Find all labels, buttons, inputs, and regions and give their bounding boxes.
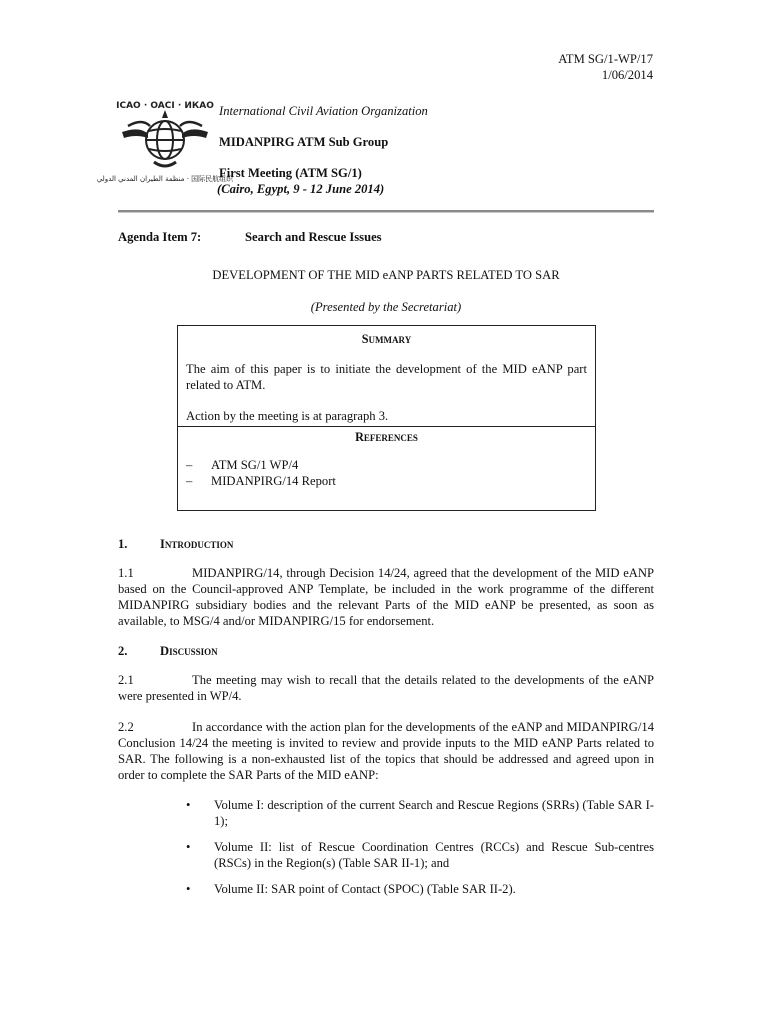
para-2-1 <box>118 672 654 704</box>
references-heading: References <box>355 430 418 444</box>
list-item: • Volume II: SAR point of Contact (SPOC) (Table SAR II-2). <box>186 882 516 896</box>
group-name: MIDANPIRG ATM Sub Group <box>219 135 389 149</box>
para-2-1-number: 2.1 <box>118 673 134 687</box>
doc-date: 1/06/2014 <box>601 68 653 82</box>
topics-list <box>186 797 654 897</box>
logo-bottom-text: منظمة الطيران المدني الدولي · 国际民航组织 <box>96 175 234 183</box>
para-1-1-text: MIDANPIRG/14, through Decision 14/24, agreed that the development of the MID eANP based on the Council-approved ANP Template, be included in the work programme of the different MIDANPIRG subsidiary bodies and the relevant Parts of the MID eANP be presented, as soon as available, to MSG/4 and/or MIDANPIRG/15 for endorsement. <box>118 566 654 628</box>
para-1-1 <box>118 565 654 629</box>
reference-item: – MIDANPIRG/14 Report <box>186 474 336 488</box>
meeting-venue: (Cairo, Egypt, 9 - 12 June 2014) <box>217 182 385 196</box>
para-2-1-text: The meeting may wish to recall that the details related to the developments of the eANP were presented in WP/4. <box>118 673 654 703</box>
references-list <box>186 457 587 489</box>
summary-action: Action by the meeting is at paragraph 3. <box>186 409 389 423</box>
summary-heading: Summary <box>361 332 412 346</box>
doc-reference <box>440 51 653 83</box>
para-2-2-text: In accordance with the action plan for the developments of the eANP and MIDANPIRG/14 Conclusion 14/24 the meeting is invited to review and provide inputs to the MID eANP Parts related to SAR. The following is a non-exhausted list of the topics that should be addressed and agreed upon in order to complete the SAR Parts of the MID eANP: <box>118 720 654 782</box>
reference-item: – ATM SG/1 WP/4 <box>186 458 299 472</box>
section-2-number: 2. <box>118 644 128 658</box>
section-2-title: Discussion <box>160 644 218 658</box>
org-name: International Civil Aviation Organization <box>219 104 428 118</box>
para-2-2-number: 2.2 <box>118 720 134 734</box>
summary-box <box>177 325 596 511</box>
header-rule <box>118 210 654 213</box>
agenda-title: Search and Rescue Issues <box>245 230 382 244</box>
agenda-label: Agenda Item 7: <box>118 230 202 244</box>
list-item: • Volume I: description of the current Search and Rescue Regions (SRRs) (Table SAR I-1); <box>186 798 654 828</box>
logo-top-text: ICAO · OACI · ИКАО <box>116 101 214 111</box>
para-2-2 <box>118 719 654 783</box>
section-1-title: Introduction <box>160 537 234 551</box>
box-separator <box>178 426 595 427</box>
section-1-number: 1. <box>118 537 128 551</box>
paper-title: DEVELOPMENT OF THE MID eANP PARTS RELATED TO SAR <box>212 268 560 282</box>
meeting-name: First Meeting (ATM SG/1) <box>219 166 362 180</box>
icao-logo <box>96 96 234 184</box>
doc-ref-number: ATM SG/1-WP/17 <box>558 52 653 66</box>
presented-by: (Presented by the Secretariat) <box>310 300 462 314</box>
para-1-1-number: 1.1 <box>118 566 134 580</box>
summary-text: The aim of this paper is to initiate the development of the MID eANP part related to ATM. <box>186 362 587 392</box>
list-item: • Volume II: list of Rescue Coordination Centres (RCCs) and Rescue Sub-centres (RSCs) in the Region(s) (Table SAR II-1); and <box>186 840 654 870</box>
